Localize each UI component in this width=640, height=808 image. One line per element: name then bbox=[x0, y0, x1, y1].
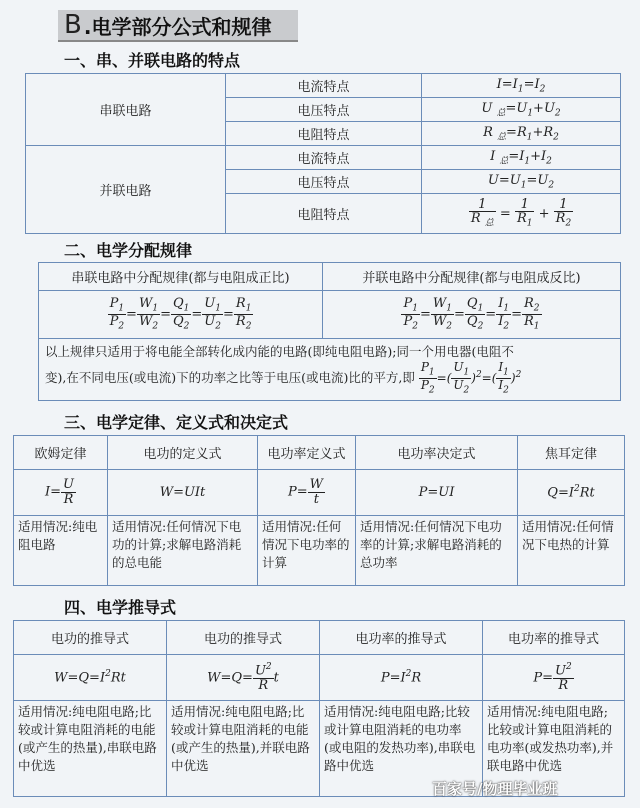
power-derived-header-1: 电功率的推导式 bbox=[320, 621, 483, 655]
distribution-note-line1: 以上规律只适用于将电能全部转化成内能的电路(即纯电阻电路);同一个用电器(电阻不 bbox=[45, 344, 514, 359]
work-definition-header: 电功的定义式 bbox=[108, 436, 258, 470]
derived-table bbox=[13, 620, 625, 797]
series-parallel-table bbox=[25, 73, 621, 234]
power-derived-note-2: 适用情况:纯电阻电路;比较或计算电阻消耗的电功率(或发热功率),并联电路中优选 bbox=[483, 701, 625, 797]
parallel-voltage-eq: $U=U_1=U_2$ bbox=[422, 170, 621, 194]
heading-series-parallel: 一、串、并联电路的特点 bbox=[64, 51, 241, 70]
ohms-law-eq: I= $\frac{U}{R}$ bbox=[14, 470, 108, 516]
laws-table bbox=[13, 435, 625, 586]
power-definition-eq: P= $\frac{W}{t}$ bbox=[258, 470, 356, 516]
parallel-resistance-eq: $\frac{1}{R _总}$ = $\frac{1}{R_1}$ + $\frac{1}{R_2}$ bbox=[422, 194, 621, 234]
work-derived-eq-2: W=Q= $\frac{U^2}{R}$ t bbox=[167, 655, 320, 701]
ohms-law-header: 欧姆定律 bbox=[14, 436, 108, 470]
work-derived-header-1: 电功的推导式 bbox=[14, 621, 167, 655]
work-definition-note: 适用情况:任何情况下电功的计算;求解电路消耗的总电能 bbox=[108, 516, 258, 586]
parallel-label: 并联电路 bbox=[26, 146, 226, 234]
series-voltage-eq: U $_总=U_1+U_2$ bbox=[422, 98, 621, 122]
power-determination-eq: P=UI bbox=[356, 470, 518, 516]
heading-laws: 三、电学定律、定义式和决定式 bbox=[64, 413, 289, 432]
current-label: 电流特点 bbox=[226, 74, 422, 98]
joule-law-note: 适用情况:任何情况下电热的计算 bbox=[518, 516, 625, 586]
joule-law-eq: $Q=I^2Rt$ bbox=[518, 470, 625, 516]
power-determination-note: 适用情况:任何情况下电功率的计算;求解电路消耗的总功率 bbox=[356, 516, 518, 586]
work-definition-eq: W=UIt bbox=[108, 470, 258, 516]
heading-derived: 四、电学推导式 bbox=[64, 598, 177, 617]
power-derived-note-1: 适用情况:纯电阻电路;比较或计算电阻消耗的电功率(或电阻的发热功率),串联电路中优选 bbox=[320, 701, 483, 797]
heading-distribution: 二、电学分配规律 bbox=[64, 241, 193, 260]
ohms-law-note: 适用情况:纯电阻电路 bbox=[14, 516, 108, 586]
distribution-table bbox=[38, 262, 621, 401]
series-label: 串联电路 bbox=[26, 74, 226, 146]
title-letter: B bbox=[64, 10, 82, 40]
power-derived-eq-1: $P=I^2R$ bbox=[320, 655, 483, 701]
work-derived-header-2: 电功的推导式 bbox=[167, 621, 320, 655]
power-derived-header-2: 电功率的推导式 bbox=[483, 621, 625, 655]
parallel-distribution-header: 并联电路中分配规律(都与电阻成反比) bbox=[323, 263, 621, 291]
resistance-label: 电阻特点 bbox=[226, 122, 422, 146]
watermark: 百家号/物理毕业班 bbox=[432, 780, 558, 798]
joule-law-header: 焦耳定律 bbox=[518, 436, 625, 470]
power-derived-eq-2: P= $\frac{U^2}{R}$ bbox=[483, 655, 625, 701]
distribution-note: 以上规律只适用于将电能全部转化成内能的电路(即纯电阻电路);同一个用电器(电阻不 变),在不同电压(或电流)下的功率之比等于电压(或电流)比的平方,即 $\frac{P_1}{P_2}$ =( $\frac{U_1}{U_2}$ )$^2$=( $\frac{I_1}{I_2}$ )$^2$ bbox=[39, 339, 621, 401]
title-text: .电学部分公式和规律 bbox=[83, 14, 272, 39]
series-current-eq: $I=I_1=I_2$ bbox=[422, 74, 621, 98]
power-definition-header: 电功率定义式 bbox=[258, 436, 356, 470]
distribution-note-line2: 变),在不同电压(或电流)下的功率之比等于电压(或电流)比的平方,即 bbox=[45, 369, 415, 385]
parallel-distribution-eq: $\frac{P_1}{P_2}$ = $\frac{W_1}{W_2}$ = $\frac{Q_1}{Q_2}$ = $\frac{I_1}{I_2}$ = $\frac{R_2}{R_1}$ bbox=[323, 291, 621, 339]
voltage-label: 电压特点 bbox=[226, 98, 422, 122]
work-derived-eq-1: $W=Q=I^2Rt$ bbox=[14, 655, 167, 701]
current-label: 电流特点 bbox=[226, 146, 422, 170]
voltage-label: 电压特点 bbox=[226, 170, 422, 194]
resistance-label: 电阻特点 bbox=[226, 194, 422, 234]
series-resistance-eq: R $_总=R_1+R_2$ bbox=[422, 122, 621, 146]
section-title bbox=[58, 10, 298, 42]
power-definition-note: 适用情况:任何情况下电功率的计算 bbox=[258, 516, 356, 586]
work-derived-note-2: 适用情况:纯电阻电路;比较或计算电阻消耗的电能(或产生的热量),并联电路中优选 bbox=[167, 701, 320, 797]
work-derived-note-1: 适用情况:纯电阻电路;比较或计算电阻消耗的电能(或产生的热量),串联电路中优选 bbox=[14, 701, 167, 797]
power-determination-header: 电功率决定式 bbox=[356, 436, 518, 470]
series-distribution-header: 串联电路中分配规律(都与电阻成正比) bbox=[39, 263, 323, 291]
parallel-current-eq: I $_总=I_1+I_2$ bbox=[422, 146, 621, 170]
series-distribution-eq: $\frac{P_1}{P_2}$ = $\frac{W_1}{W_2}$ = $\frac{Q_1}{Q_2}$ = $\frac{U_1}{U_2}$ = $\frac{R_1}{R_2}$ bbox=[39, 291, 323, 339]
